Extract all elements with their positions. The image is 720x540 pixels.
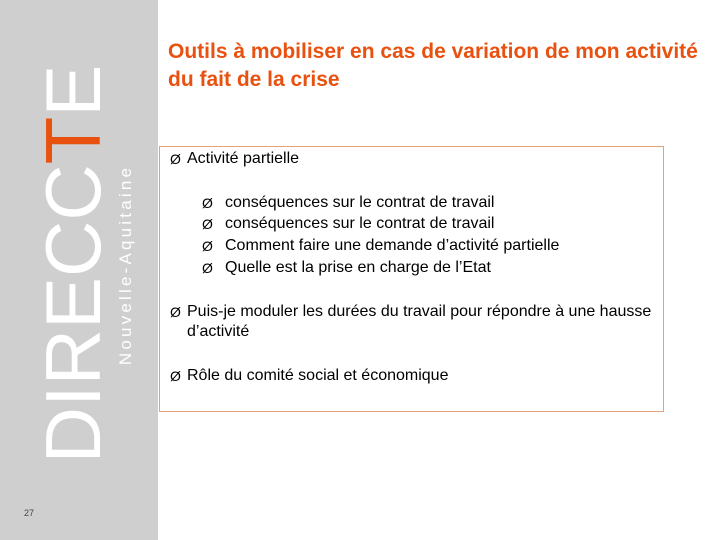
sub-bullet-text: Comment faire une demande d’activité partielle bbox=[225, 237, 560, 254]
bullet-text: Rôle du comité social et économique bbox=[187, 367, 449, 384]
arrow-bullet-icon: Ø bbox=[202, 238, 213, 254]
bullet-item bbox=[170, 366, 448, 386]
sub-bullet-item bbox=[202, 193, 494, 213]
sub-bullet-text: Quelle est la prise en charge de l’Etat bbox=[225, 259, 491, 276]
brand-region: Nouvelle-Aquitaine bbox=[116, 164, 135, 366]
arrow-bullet-icon: Ø bbox=[170, 151, 181, 167]
sub-bullet-item bbox=[202, 236, 559, 256]
brand-wordmark-accent: T bbox=[29, 116, 117, 165]
arrow-bullet-icon: Ø bbox=[170, 304, 181, 320]
bullet-text: Activité partielle bbox=[187, 150, 300, 167]
slide-title: Outils à mobiliser en cas de variation de mon activité du fait de la crise bbox=[168, 40, 698, 91]
sub-bullet-item bbox=[202, 214, 494, 234]
brand-wordmark-prefix: DIRECC bbox=[29, 164, 117, 464]
brand-wordmark bbox=[29, 64, 117, 464]
sub-bullet-text: conséquences sur le contrat de travail bbox=[225, 194, 495, 211]
arrow-bullet-icon: Ø bbox=[202, 195, 213, 211]
bullet-text: Puis-je moduler les durées du travail pour répondre à une hausse d’activité bbox=[187, 303, 652, 340]
arrow-bullet-icon: Ø bbox=[202, 216, 213, 232]
arrow-bullet-icon: Ø bbox=[170, 368, 181, 384]
sub-bullet-item bbox=[202, 258, 491, 278]
sub-bullet-text: conséquences sur le contrat de travail bbox=[225, 215, 495, 232]
bullet-item bbox=[170, 149, 299, 169]
arrow-bullet-icon: Ø bbox=[202, 260, 213, 276]
page-number: 27 bbox=[24, 508, 35, 518]
bullet-item bbox=[170, 302, 667, 342]
brand-logo bbox=[0, 0, 158, 540]
brand-wordmark-suffix: E bbox=[29, 64, 117, 117]
